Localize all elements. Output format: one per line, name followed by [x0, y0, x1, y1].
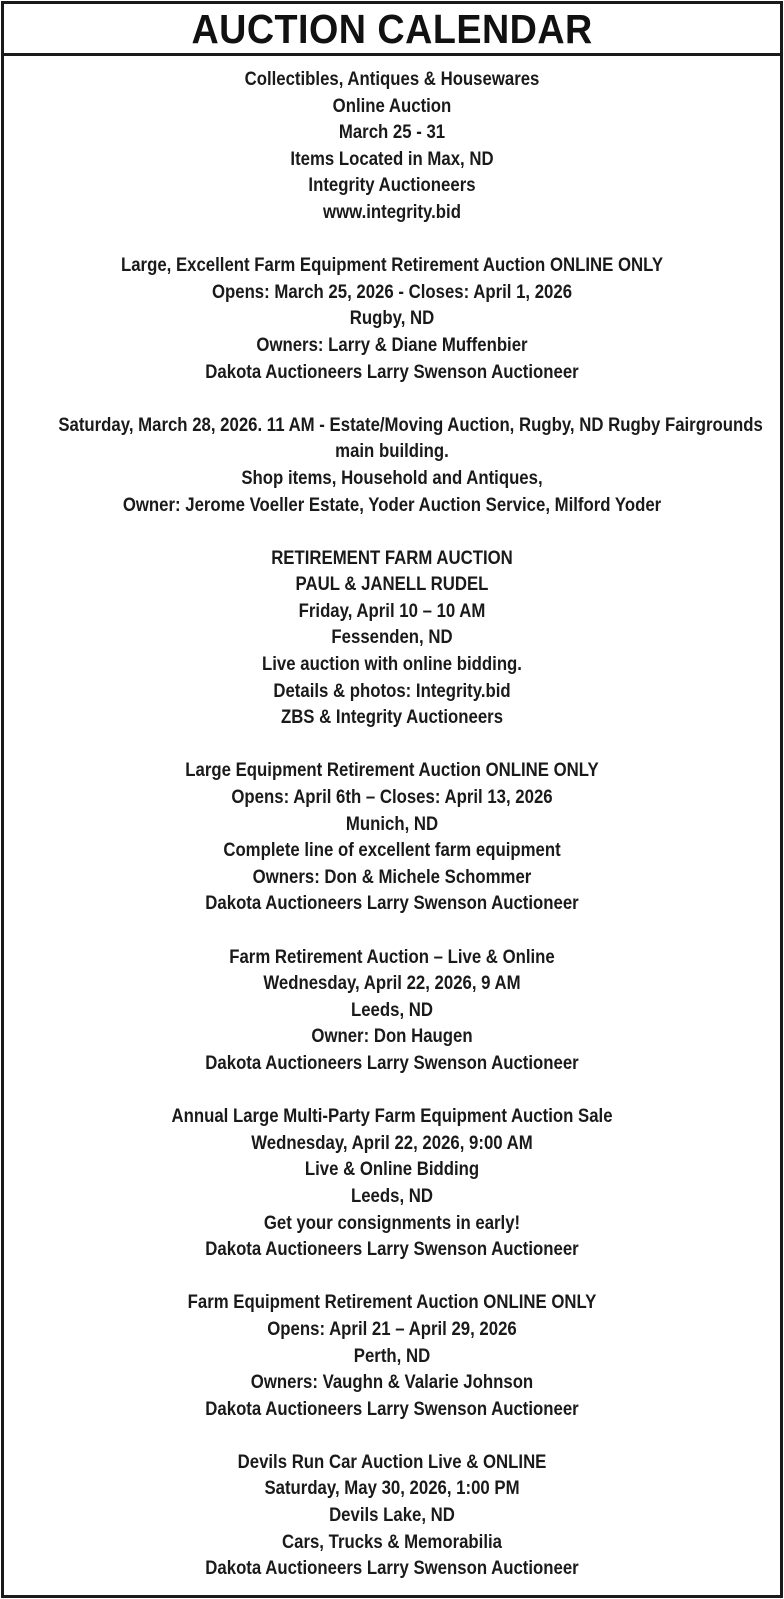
listing-line: Collectibles, Antiques & Housewares [244, 68, 540, 90]
listing-line: Dakota Auctioneers Larry Swenson Auctioneer [205, 1397, 579, 1420]
listing-line: Devils Run Car Auction Live & ONLINE [237, 1450, 547, 1473]
listing-line: Dakota Auctioneers Larry Swenson Auctioneer [205, 1238, 579, 1261]
listing-line: main building. [335, 440, 449, 463]
listing-line: Opens: April 6th – Closes: April 13, 2026 [231, 786, 553, 809]
listing-line: Dakota Auctioneers Larry Swenson Auctioneer [205, 1557, 579, 1580]
listing-line: Fessenden, ND [331, 626, 453, 649]
listing [4, 412, 780, 518]
listing-line: Opens: March 25, 2026 - Closes: April 1, 2026 [211, 280, 573, 303]
listing [4, 66, 780, 226]
listing-line: Cars, Trucks & Memorabilia [282, 1530, 502, 1553]
listings [4, 56, 780, 1582]
listing-line: Live & Online Bidding [304, 1158, 480, 1181]
listing-line: Munich, ND [345, 812, 439, 835]
listing [4, 757, 780, 917]
listing-line: Owners: Larry & Diane Muffenbier [256, 333, 528, 356]
listing-line: Online Auction [332, 94, 452, 117]
listing-line: Owner: Jerome Voeller Estate, Yoder Auction Service, Milford Yoder [122, 493, 662, 516]
listing-line: Friday, April 10 – 10 AM [298, 599, 486, 622]
listing [4, 252, 780, 385]
listing [4, 1103, 780, 1263]
listing-line: Leeds, ND [350, 998, 433, 1021]
listing-line: Dakota Auctioneers Larry Swenson Auctioneer [205, 892, 579, 915]
listing-line: Owners: Vaughn & Valarie Johnson [250, 1371, 534, 1394]
listing-line: Leeds, ND [350, 1184, 433, 1207]
listing-line: RETIREMENT FARM AUCTION [271, 546, 513, 569]
listing-line: Wednesday, April 22, 2026, 9:00 AM [251, 1131, 533, 1154]
calendar-header [4, 4, 780, 56]
listing-line: Wednesday, April 22, 2026, 9 AM [263, 972, 521, 995]
listing-line: Complete line of excellent farm equipment [223, 839, 561, 862]
listing-line: Perth, ND [353, 1344, 431, 1367]
listing-line: Farm Equipment Retirement Auction ONLINE ONLY [187, 1291, 597, 1314]
listing-line: Owner: Don Haugen [311, 1025, 473, 1048]
listing-line: Rugby, ND [349, 307, 435, 330]
listing-line: Owners: Don & Michele Schommer [252, 865, 532, 888]
listing [4, 1449, 780, 1582]
listing-line: Saturday, May 30, 2026, 1:00 PM [264, 1477, 520, 1500]
listing-line: Dakota Auctioneers Larry Swenson Auctioneer [205, 1051, 579, 1074]
listing-line: March 25 - 31 [338, 121, 446, 144]
listing-line: Annual Large Multi-Party Farm Equipment Auction Sale [171, 1105, 613, 1128]
listing-line: Farm Retirement Auction – Live & Online [229, 945, 555, 968]
listing-line: Opens: April 21 – April 29, 2026 [267, 1317, 517, 1340]
listing-line: Saturday, March 28, 2026. 11 AM - Estate/Moving Auction, Rugby, ND Rugby Fairgrounds [58, 413, 763, 436]
listing-line: Large Equipment Retirement Auction ONLINE ONLY [185, 759, 599, 782]
listing-line: ZBS & Integrity Auctioneers [280, 706, 504, 729]
listing-line: Integrity Auctioneers [308, 174, 476, 197]
auction-calendar-ad [1, 1, 783, 1598]
listing-line: PAUL & JANELL RUDEL [295, 573, 489, 596]
listing-line: Details & photos: Integrity.bid [273, 679, 511, 702]
listing [4, 1289, 780, 1422]
calendar-title: AUCTION CALENDAR [191, 6, 593, 52]
listing-line: Devils Lake, ND [329, 1504, 455, 1527]
listing-line: Shop items, Household and Antiques, [241, 466, 543, 489]
listing-line: www.integrity.bid [323, 200, 461, 223]
listing [4, 944, 780, 1077]
listing [4, 545, 780, 731]
listing-line: Get your consignments in early! [263, 1211, 521, 1234]
listing-line: Dakota Auctioneers Larry Swenson Auctioneer [205, 360, 579, 383]
listing-line: Live auction with online bidding. [262, 653, 522, 676]
listing-line: Items Located in Max, ND [290, 147, 494, 170]
listing-line: Large, Excellent Farm Equipment Retirement Auction ONLINE ONLY [120, 254, 664, 277]
